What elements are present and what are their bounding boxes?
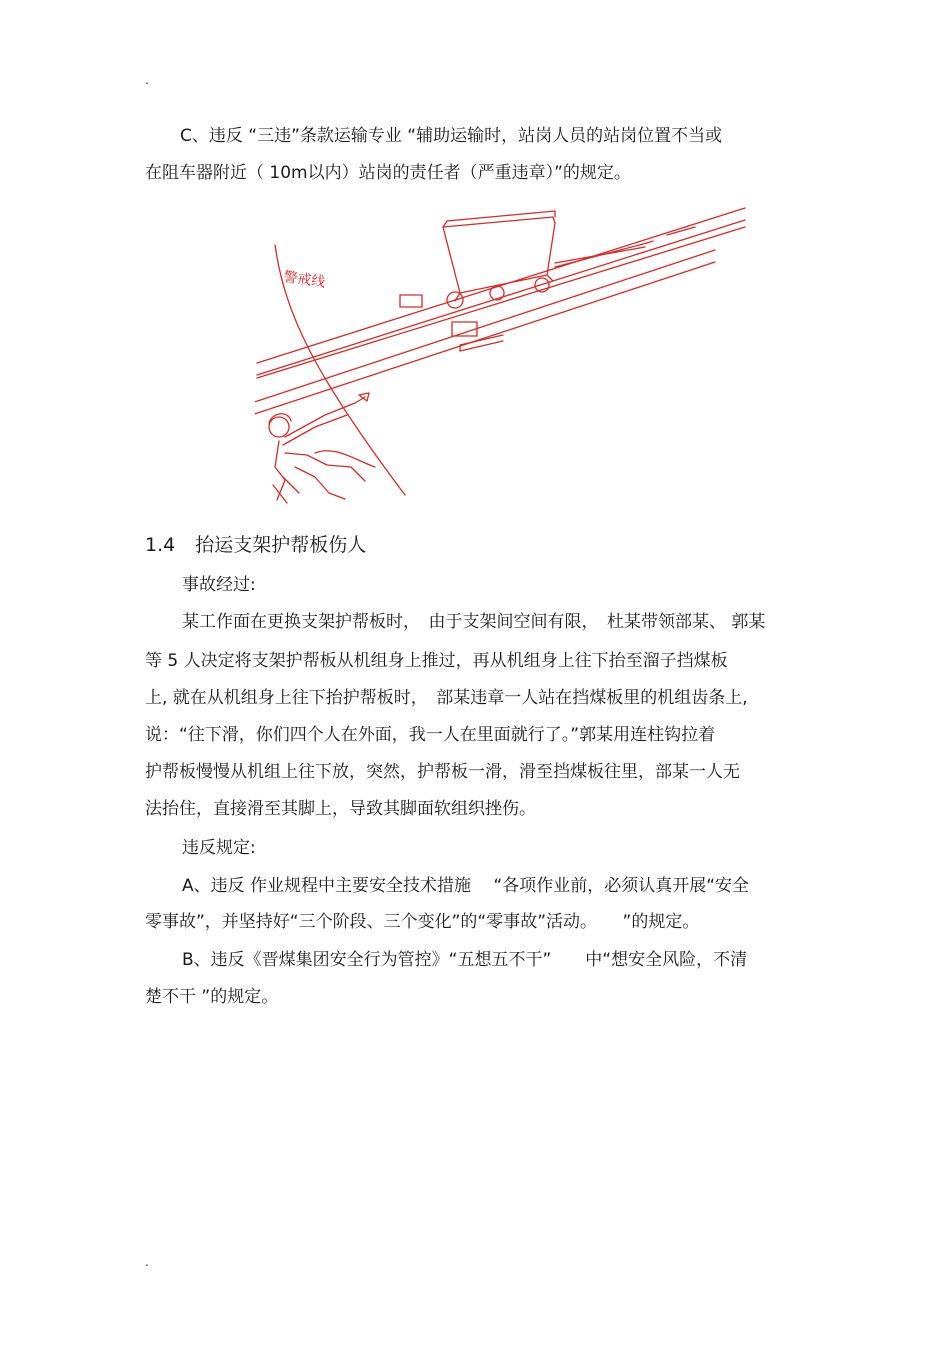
accident-line-6: 法抬住，直接滑至其脚上，导致其脚面软组织挫伤。	[145, 799, 536, 819]
section-heading	[145, 533, 366, 557]
violation-label: 违反规定:	[182, 838, 256, 858]
section-number: 1.4	[145, 534, 176, 556]
mine-cart-body	[443, 217, 555, 293]
cart-wheel-2	[490, 286, 504, 300]
worker-head	[269, 417, 289, 437]
page-mark-top: .	[145, 73, 149, 87]
violation-a-line-2: 零事故”，并坚持好“三个阶段、三个变化”的“零事故”活动。 ”的规定。	[145, 912, 700, 932]
roller	[460, 335, 503, 351]
stopper-block-2	[452, 322, 477, 336]
warning-line-label: 警戒线	[282, 269, 327, 291]
section-title: 抬运支架护帮板伤人	[195, 534, 367, 556]
accident-line-4: 说：“往下滑，你们四个人在外面，我一人在里面就行了。”郭某用连柱钩拉着	[145, 725, 716, 745]
accident-line-3: 上, 就在从机组身上往下抬护帮板时， 部某违章一人站在挡煤板里的机组齿条上,	[145, 688, 748, 708]
violation-b-line-2: 楚不干 ”的规定。	[145, 987, 279, 1007]
section-c-line-1: C、违反 “三违”条款运输专业 “辅助运输时，站岗人员的站岗位置不当或	[180, 126, 723, 146]
section-c-line-2: 在阻车器附近（ 10m以内）站岗的责任者（严重违章）”的规定。	[145, 163, 631, 183]
accident-label: 事故经过:	[182, 575, 256, 595]
accident-line-2: 等 5 人决定将支架护帮板从机组身上推过，再从机组身上往下抬至溜子挡煤板	[145, 651, 728, 671]
accident-line-1: 某工作面在更换支架护帮板时， 由于支架间空间有限， 杜某带领部某、 郭某	[182, 612, 766, 632]
upper-rail-2	[257, 220, 745, 375]
upper-rail-1	[257, 208, 745, 363]
violation-b-line-1: B、违反《晋煤集团安全行为管控》“五想五不干” 中“想安全风险，不清	[182, 950, 748, 970]
upper-rail-3	[257, 227, 745, 378]
page-mark-bottom: .	[145, 1255, 149, 1269]
stopper-block-1	[400, 295, 422, 307]
mine-track-illustration	[255, 205, 750, 505]
violation-a-line-1: A、违反 作业规程中主要安全技术措施 “各项作业前，必须认真开展“安全	[182, 876, 750, 896]
accident-line-5: 护帮板慢慢从机组上往下放，突然，护帮板一滑，滑至挡煤板往里，部某一人无	[145, 762, 740, 782]
